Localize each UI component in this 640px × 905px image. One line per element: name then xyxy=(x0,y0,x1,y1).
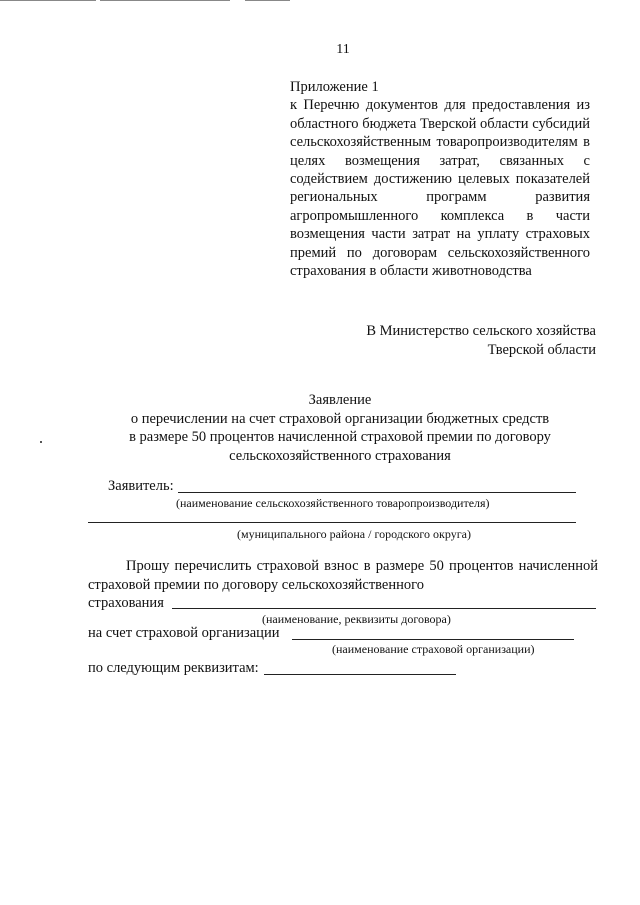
requisites-field[interactable] xyxy=(264,674,456,675)
recipient-line-2: Тверской области xyxy=(487,342,596,358)
recipient-block xyxy=(300,322,596,360)
statement-line-1: о перечислении на счет страховой организации бюджетных средств xyxy=(130,410,550,427)
applicant-name-hint: (наименование сельскохозяйственного товаропроизводителя) xyxy=(176,496,490,510)
appendix-body: к Перечню документов для предоставления из областного бюджета Тверской области субсидий сельскохозяйственным товаропроизводителям в целях возмещения затрат, связанных с содействием достижению целевых показателей региональных программ развития агропромышленного комплекса в части возмещения части затрат на уплату страховых премий по договорам сельскохозяйственного страхования в области животноводства xyxy=(290,97,590,280)
insurer-field[interactable] xyxy=(292,639,574,640)
top-edge-line xyxy=(245,0,290,1)
top-edge-line xyxy=(0,0,96,1)
contract-hint: (наименование, реквизиты договора) xyxy=(262,612,451,626)
request-continuation: страхования xyxy=(88,595,164,611)
applicant-name-field[interactable] xyxy=(178,492,576,493)
applicant-district-hint: (муниципального района / городского округа) xyxy=(237,527,471,541)
recipient-line-1: В Министерство сельского хозяйства xyxy=(366,323,596,339)
top-edge-line xyxy=(100,0,230,1)
account-label: на счет страховой организации xyxy=(88,625,280,641)
statement-line-3: сельскохозяйственного страхования xyxy=(229,447,451,464)
applicant-district-field[interactable] xyxy=(88,522,576,523)
insurer-hint: (наименование страховой организации) xyxy=(332,642,535,656)
applicant-label: Заявитель: xyxy=(108,478,174,494)
statement-line-2: в размере 50 процентов начисленной страховой премии по договору xyxy=(129,429,551,445)
scan-mark xyxy=(40,441,42,443)
request-paragraph: Прошу перечислить страховой взнос в размере 50 процентов начисленной страховой премии по договору сельскохозяйственного xyxy=(88,558,598,593)
appendix-block xyxy=(290,78,590,280)
page-number: 11 xyxy=(336,42,350,57)
statement-title: Заявление xyxy=(308,392,372,408)
contract-field[interactable] xyxy=(172,608,596,609)
statement-heading xyxy=(70,391,610,465)
requisites-label: по следующим реквизитам: xyxy=(88,660,259,676)
appendix-title: Приложение 1 xyxy=(290,79,379,95)
